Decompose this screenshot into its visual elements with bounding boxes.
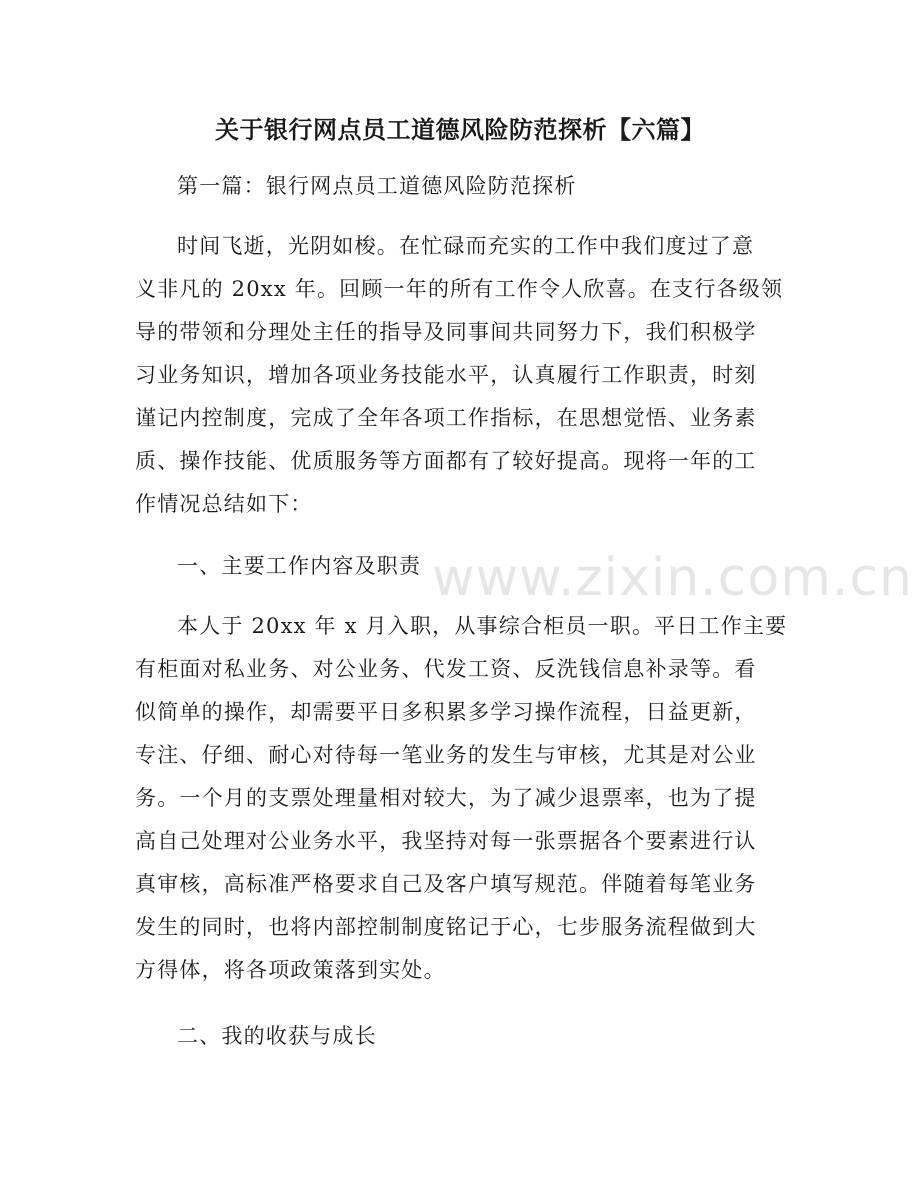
paragraph-line: 真审核，高标准严格要求自己及客户填写规范。伴随着每笔业务 [135,872,757,896]
paragraph-line: 有柜面对私业务、对公业务、代发工资、反洗钱信息补录等。看 [135,657,757,681]
document-title: 关于银行网点员工道德风险防范探析【六篇】 [215,115,705,144]
paragraph-line: 义非凡的 20xx 年。回顾一年的所有工作令人欣喜。在支行各级领 [135,277,784,301]
paragraph-line: 似简单的操作，却需要平日多积累多学习操作流程，日益更新， [135,700,757,724]
paragraph-line: 质、操作技能、优质服务等方面都有了较好提高。现将一年的工 [135,449,757,473]
paragraph-line: 高自己处理对公业务水平，我坚持对每一张票据各个要素进行认 [135,829,757,853]
section-heading: 一、主要工作内容及职责 [177,554,422,578]
section-heading: 第一篇：银行网点员工道德风险防范探析 [177,174,577,198]
paragraph-line: 专注、仔细、耐心对待每一笔业务的发生与审核，尤其是对公业 [135,743,757,767]
paragraph-line: 谨记内控制度，完成了全年各项工作指标，在思想觉悟、业务素 [135,406,757,430]
paragraph-line: 本人于 20xx 年 x 月入职，从事综合柜员一职。平日工作主要 [177,614,788,638]
paragraph-line: 发生的同时，也将内部控制制度铭记于心，七步服务流程做到大 [135,915,757,939]
paragraph-line: 导的带领和分理处主任的指导及同事间共同努力下，我们积极学 [135,320,757,344]
paragraph-line: 时间飞逝，光阴如梭。在忙碌而充实的工作中我们度过了意 [177,234,755,258]
paragraph-line: 作情况总结如下： [135,492,313,516]
section-heading: 二、我的收获与成长 [177,1024,377,1048]
watermark: www.zixin.com.cn [432,548,913,608]
paragraph-line: 习业务知识，增加各项业务技能水平，认真履行工作职责，时刻 [135,363,757,387]
paragraph-line: 务。一个月的支票处理量相对较大，为了减少退票率，也为了提 [135,786,757,810]
paragraph-line: 方得体，将各项政策落到实处。 [135,958,446,982]
